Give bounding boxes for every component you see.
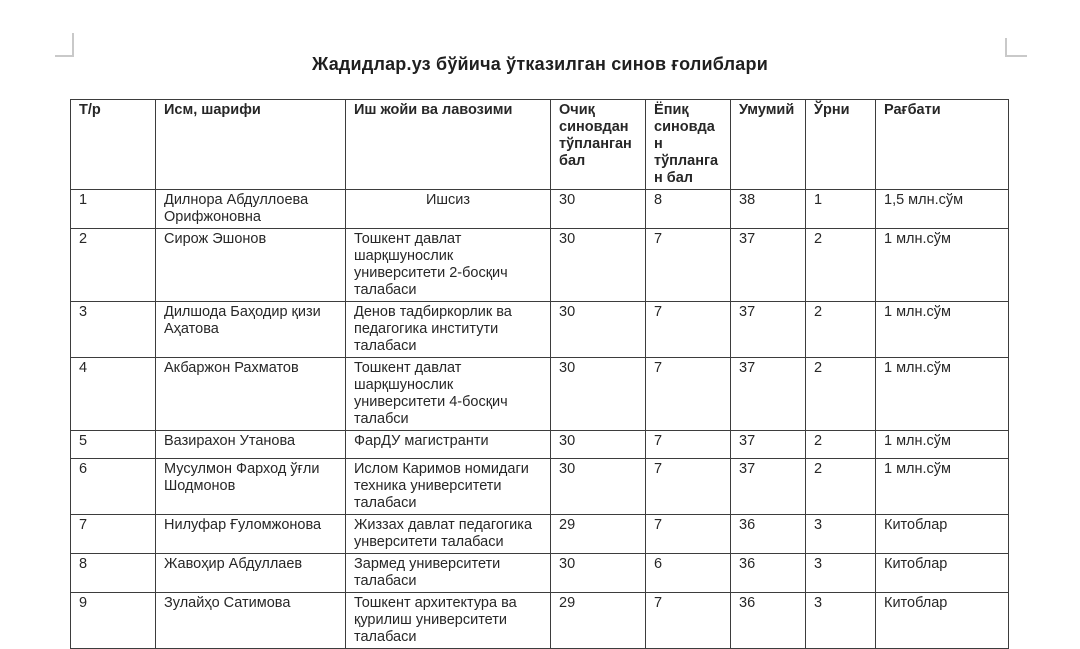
table-row xyxy=(71,593,1009,649)
cell-total: 37 xyxy=(731,358,806,431)
column-header-closed: Ёпиқ синовдан тўпланган бал xyxy=(646,100,731,190)
cell-place: 2 xyxy=(806,459,876,515)
cell-name: Дилшода Баҳодир қизи Аҳатова xyxy=(156,302,346,358)
cell-name: Вазирахон Утанова xyxy=(156,431,346,459)
cell-closed: 7 xyxy=(646,431,731,459)
cell-place: 3 xyxy=(806,593,876,649)
cell-job: Жиззах давлат педагогика унверситети талабаси xyxy=(346,515,551,554)
column-header-total: Умумий xyxy=(731,100,806,190)
cell-open: 30 xyxy=(551,358,646,431)
table-row xyxy=(71,459,1009,515)
table-row xyxy=(71,229,1009,302)
cell-total: 36 xyxy=(731,554,806,593)
cell-job: Ислом Каримов номидаги техника университети талабаси xyxy=(346,459,551,515)
cell-prize: 1 млн.сўм xyxy=(876,358,1009,431)
cell-job: ФарДУ магистранти xyxy=(346,431,551,459)
table-row xyxy=(71,190,1009,229)
cell-prize: 1 млн.сўм xyxy=(876,431,1009,459)
cell-open: 30 xyxy=(551,190,646,229)
cell-open: 30 xyxy=(551,459,646,515)
cell-total: 36 xyxy=(731,515,806,554)
cell-tr: 1 xyxy=(71,190,156,229)
cell-closed: 7 xyxy=(646,229,731,302)
cell-open: 30 xyxy=(551,302,646,358)
column-header-prize: Рағбати xyxy=(876,100,1009,190)
cell-name: Зулайҳо Сатимова xyxy=(156,593,346,649)
cell-place: 2 xyxy=(806,358,876,431)
cell-prize: 1 млн.сўм xyxy=(876,229,1009,302)
cell-closed: 7 xyxy=(646,302,731,358)
cell-open: 30 xyxy=(551,229,646,302)
cell-job: Ишсиз xyxy=(346,190,551,229)
table-row xyxy=(71,358,1009,431)
cell-closed: 8 xyxy=(646,190,731,229)
table-row xyxy=(71,431,1009,459)
cell-tr: 4 xyxy=(71,358,156,431)
cell-place: 2 xyxy=(806,431,876,459)
cell-closed: 7 xyxy=(646,459,731,515)
cell-open: 30 xyxy=(551,554,646,593)
cell-job: Тошкент давлат шарқшунослик университети 2-босқич талабаси xyxy=(346,229,551,302)
cell-total: 37 xyxy=(731,431,806,459)
cell-place: 3 xyxy=(806,515,876,554)
table-row xyxy=(71,302,1009,358)
table-header-row xyxy=(71,100,1009,190)
cell-name: Дилнора Абдуллоева Орифжоновна xyxy=(156,190,346,229)
cell-place: 2 xyxy=(806,229,876,302)
cell-job: Денов тадбиркорлик ва педагогика институти талабаси xyxy=(346,302,551,358)
column-header-name: Исм, шарифи xyxy=(156,100,346,190)
cell-closed: 7 xyxy=(646,358,731,431)
cell-tr: 3 xyxy=(71,302,156,358)
column-header-place: Ўрни xyxy=(806,100,876,190)
cell-total: 37 xyxy=(731,229,806,302)
column-header-job: Иш жойи ва лавозими xyxy=(346,100,551,190)
cell-name: Нилуфар Ғуломжонова xyxy=(156,515,346,554)
cell-place: 2 xyxy=(806,302,876,358)
cell-tr: 2 xyxy=(71,229,156,302)
cell-open: 29 xyxy=(551,593,646,649)
cell-job: Тошкент архитектура ва қурилиш университети талабаси xyxy=(346,593,551,649)
table-row xyxy=(71,515,1009,554)
cell-prize: 1 млн.сўм xyxy=(876,302,1009,358)
cell-prize: 1,5 млн.сўм xyxy=(876,190,1009,229)
cell-prize: 1 млн.сўм xyxy=(876,459,1009,515)
page-title: Жадидлар.уз бўйича ўтказилган синов ғолиблари xyxy=(312,54,768,74)
cell-prize: Китоблар xyxy=(876,554,1009,593)
cell-open: 30 xyxy=(551,431,646,459)
cell-total: 37 xyxy=(731,459,806,515)
cell-name: Жавоҳир Абдуллаев xyxy=(156,554,346,593)
cell-name: Акбаржон Рахматов xyxy=(156,358,346,431)
cell-closed: 7 xyxy=(646,593,731,649)
cell-tr: 5 xyxy=(71,431,156,459)
table-row xyxy=(71,554,1009,593)
cell-tr: 8 xyxy=(71,554,156,593)
cell-open: 29 xyxy=(551,515,646,554)
cell-tr: 6 xyxy=(71,459,156,515)
cell-total: 38 xyxy=(731,190,806,229)
cell-prize: Китоблар xyxy=(876,593,1009,649)
cell-place: 3 xyxy=(806,554,876,593)
cell-closed: 6 xyxy=(646,554,731,593)
cell-job: Тошкент давлат шарқшунослик университети 4-босқич талабси xyxy=(346,358,551,431)
results-table xyxy=(70,99,1009,649)
cell-name: Мусулмон Фарход ўғли Шодмонов xyxy=(156,459,346,515)
cell-tr: 9 xyxy=(71,593,156,649)
column-header-open: Очиқ синовдан тўпланган бал xyxy=(551,100,646,190)
cell-prize: Китоблар xyxy=(876,515,1009,554)
cell-place: 1 xyxy=(806,190,876,229)
cell-total: 37 xyxy=(731,302,806,358)
cell-total: 36 xyxy=(731,593,806,649)
column-header-tr: Т/р xyxy=(71,100,156,190)
cell-closed: 7 xyxy=(646,515,731,554)
cell-tr: 7 xyxy=(71,515,156,554)
cell-name: Сирож Эшонов xyxy=(156,229,346,302)
cell-job: Зармед университети талабаси xyxy=(346,554,551,593)
